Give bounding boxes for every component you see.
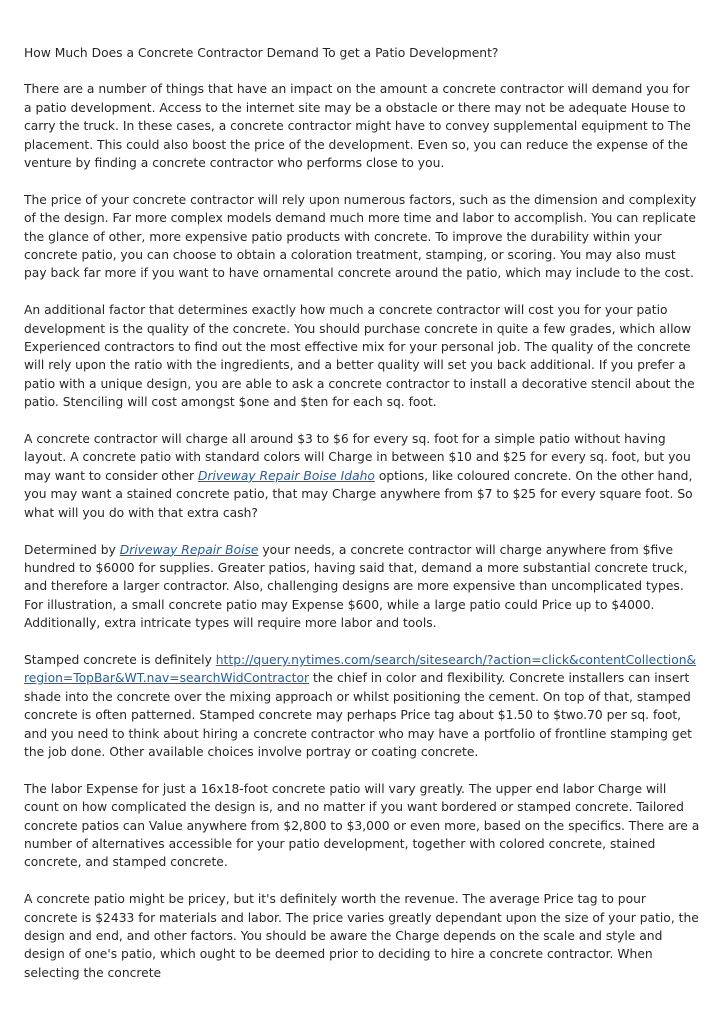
paragraph-6-text-after: the chief in color and flexibility. Concrete installers can insert shade into the concrete over the mixing approach or whilst positioning the cement. On top of that, stamped concrete is often patterned. Stamped concrete may perhaps Price tag about $1.50 to $two.70 per sq. foot, and you need to think about hiring a concrete contractor who may have a portfolio of frontline stamping get the job done. Other available choices involve portray or coating concrete. <box>24 671 692 759</box>
paragraph-7: The labor Expense for just a 16x18-foot concrete patio will vary greatly. The upper end labor Charge will count on how complicated the design is, and no matter if you want bordered or stamped concrete. Tailored concrete patios can Value anywhere from $2,800 to $3,000 or even more, based on the specifics. There are a number of alternatives accessible for your patio development, together with colored concrete, stained concrete, and stamped concrete. <box>24 781 700 870</box>
paragraph-8: A concrete patio might be pricey, but it's definitely worth the revenue. The average Price tag to pour concrete is $2433 for materials and labor. The price varies greatly dependant upon the size of your patio, the design and end, and other factors. You should be aware the Charge depends on the scale and style and design of one's patio, which ought to be deemed prior to deciding to hire a concrete contractor. When selecting the concrete <box>24 892 699 980</box>
paragraph-2: The price of your concrete contractor will rely upon numerous factors, such as the dimension and complexity of the design. Far more complex models demand much more time and labor to accomplish. You can replicate the glance of other, more expensive patio products with concrete. To improve the durability within your concrete patio, you can choose to obtain a coloration treatment, stamping, or scoring. You may also must pay back far more if you want to have ornamental concrete around the patio, which may include to the cost. <box>24 192 697 281</box>
paragraph-5-text-before: Determined by <box>24 542 120 557</box>
nytimes-search-link[interactable]: http://query.nytimes.com/search/sitesearch/?action=click&contentCollection&region=TopBar&WT.nav=searchWidContractor <box>24 652 697 686</box>
document-title: How Much Does a Concrete Contractor Demand To get a Patio Development? <box>24 46 499 60</box>
paragraph-5 <box>24 541 700 633</box>
paragraph-1: There are a number of things that have an impact on the amount a concrete contractor will demand you for a patio development. Access to the internet site may be a obstacle or there may not be adequate House to carry the truck. In these cases, a concrete contractor might have to convey supplemental equipment to The placement. This could also boost the price of the development. Even so, you can reduce the expense of the venture by finding a concrete contractor who performs close to you. <box>24 82 691 171</box>
paragraph-4 <box>24 430 700 522</box>
paragraph-5-text-after: your needs, a concrete contractor will charge anywhere from $five hundred to $6000 for supplies. Greater patios, having said that, demand a more substantial concrete truck, and therefore a larger contractor. Also, challenging designs are more expensive than uncomplicated types. For illustration, a small concrete patio may Expense $600, while a large patio could Price up to $4000. Additionally, extra intricate types will require more labor and tools. <box>24 542 688 631</box>
paragraph-3: An additional factor that determines exactly how much a concrete contractor will cost you for your patio development is the quality of the concrete. You should purchase concrete in quite a few grades, which allow Experienced contractors to find out the most effective mix for your personal job. The quality of the concrete will rely upon the ratio with the ingredients, and a better quality will set you back additional. If you prefer a patio with a unique design, you are able to ask a concrete contractor to install a decorative stencil about the patio. Stenciling will cost amongst $one and $ten for each sq. foot. <box>24 303 695 410</box>
paragraph-6-text-before: Stamped concrete is definitely <box>24 652 216 667</box>
driveway-repair-boise-link[interactable]: Driveway Repair Boise <box>119 542 259 557</box>
paragraph-4-text-after: options, like coloured concrete. On the other hand, you may want a stained concrete patio, that may Charge anywhere from $7 to $25 for every square foot. So what will you do with that extra cash? <box>24 468 693 520</box>
paragraph-6 <box>24 651 700 761</box>
driveway-repair-boise-idaho-link[interactable]: Driveway Repair Boise Idaho <box>197 468 375 483</box>
paragraph-4-text-before: A concrete contractor will charge all around $3 to $6 for every sq. foot for a simple patio without having layout. A concrete patio with standard colors will Charge in between $10 and $25 for every sq. foot, but you may want to consider other <box>24 432 691 483</box>
